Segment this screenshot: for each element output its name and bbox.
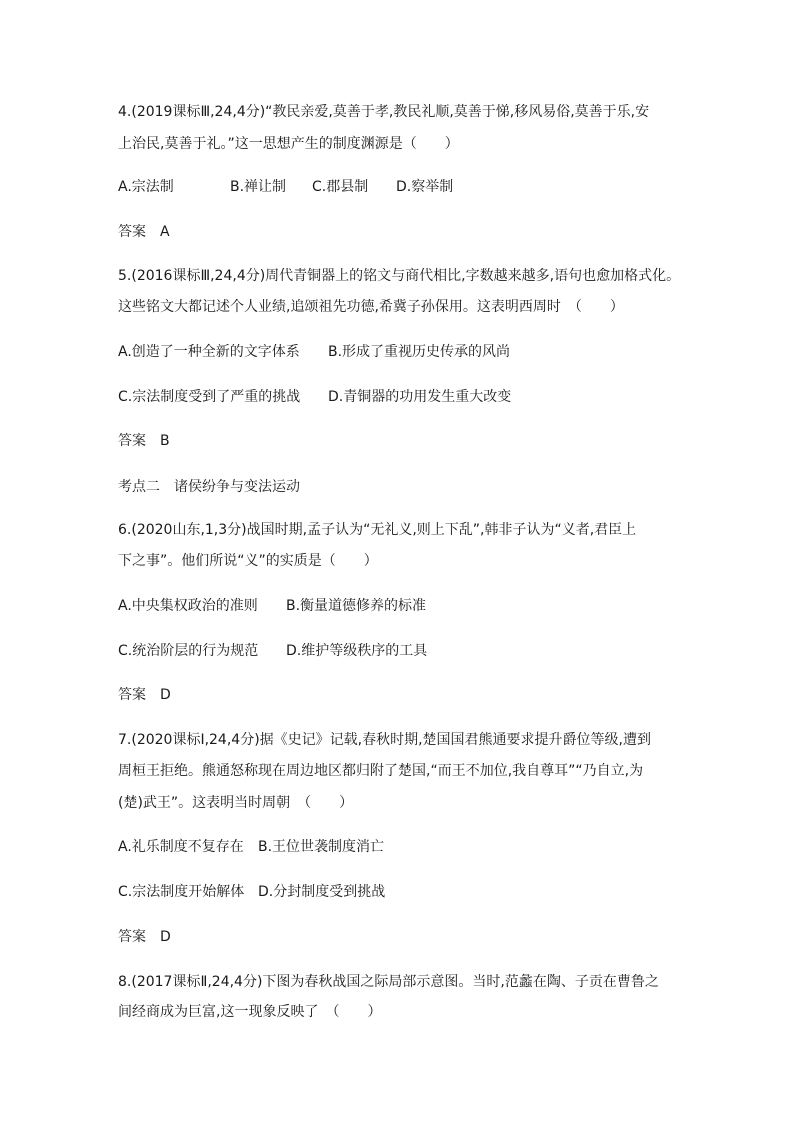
q5-option-a: A.创造了一种全新的文字体系 [118, 344, 300, 360]
q5-option-b: B.形成了重视历史传承的风尚 [328, 344, 511, 360]
q4-options [118, 177, 453, 197]
q6-option-b: B.衡量道德修养的标准 [286, 598, 427, 614]
q5-option-c: C.宗法制度受到了严重的挑战 [118, 389, 301, 405]
q6-stem-line-1: 6.(2020山东,1,3分)战国时期,孟子认为“无礼义,则上下乱”,韩非子认为“义者,君臣上 [118, 522, 637, 538]
q4-option-c: C.郡县制 [312, 179, 369, 195]
q6-option-d: D.维护等级秩序的工具 [286, 643, 428, 659]
q7-options-row-2 [118, 882, 385, 902]
q6-option-c: C.统治阶层的行为规范 [118, 643, 259, 659]
q6-options-row-1 [118, 596, 426, 616]
q7-option-a: A.礼乐制度不复存在 [118, 839, 244, 855]
q6-option-a: A.中央集权政治的准则 [118, 598, 258, 614]
q4-option-a: A.宗法制 [118, 179, 174, 195]
q4-stem-line-2: 上治民,莫善于礼。”这一思想产生的制度渊源是（ ） [118, 136, 459, 152]
q5-stem-line-1: 5.(2016课标Ⅲ,24,4分)周代青铜器上的铭文与商代相比,字数越来越多,语句也愈加格式化。 [118, 268, 681, 284]
q5-options-row-1 [118, 342, 510, 362]
q4-answer: 答案 A [118, 224, 170, 240]
q7-stem-line-3: (楚)武王”。这表明当时周朝 （ ） [118, 795, 354, 811]
q7-stem-line-1: 7.(2020课标Ⅰ,24,4分)据《史记》记载,春秋时期,楚国国君熊通要求提升爵位等级,遭到 [118, 732, 652, 748]
q4-option-b: B.禅让制 [230, 179, 287, 195]
q7-option-b: B.王位世袭制度消亡 [258, 839, 385, 855]
q5-stem-line-2: 这些铭文大都记述个人业绩,追颂祖先功德,希冀子孙保用。这表明西周时 （ ） [118, 299, 624, 315]
q7-option-d: D.分封制度受到挑战 [258, 884, 386, 900]
q8-stem-line-2: 间经商成为巨富,这一现象反映了 （ ） [118, 1004, 382, 1020]
q7-option-c: C.宗法制度开始解体 [118, 884, 245, 900]
section-heading: 考点二 诸侯纷争与变法运动 [118, 479, 300, 495]
q7-answer: 答案 D [118, 929, 171, 945]
q4-stem-line-1: 4.(2019课标Ⅲ,24,4分)“教民亲爱,莫善于孝,教民礼顺,莫善于悌,移风易俗,莫善于乐,安 [118, 104, 650, 120]
q4-option-d: D.察举制 [396, 179, 454, 195]
q6-answer: 答案 D [118, 687, 171, 703]
q6-options-row-2 [118, 641, 427, 661]
q5-option-d: D.青铜器的功用发生重大改变 [328, 389, 512, 405]
q7-stem-line-2: 周桓王拒绝。熊通怒称现在周边地区都归附了楚国,“而王不加位,我自尊耳”“乃自立,为 [118, 763, 644, 779]
q7-options-row-1 [118, 837, 384, 857]
q5-answer: 答案 B [118, 433, 170, 449]
q5-options-row-2 [118, 387, 511, 407]
q6-stem-line-2: 下之事”。他们所说“义”的实质是（ ） [118, 553, 378, 569]
q8-stem-line-1: 8.(2017课标Ⅱ,24,4分)下图为春秋战国之际局部示意图。当时,范蠡在陶、子贡在曹鲁之 [118, 974, 659, 990]
